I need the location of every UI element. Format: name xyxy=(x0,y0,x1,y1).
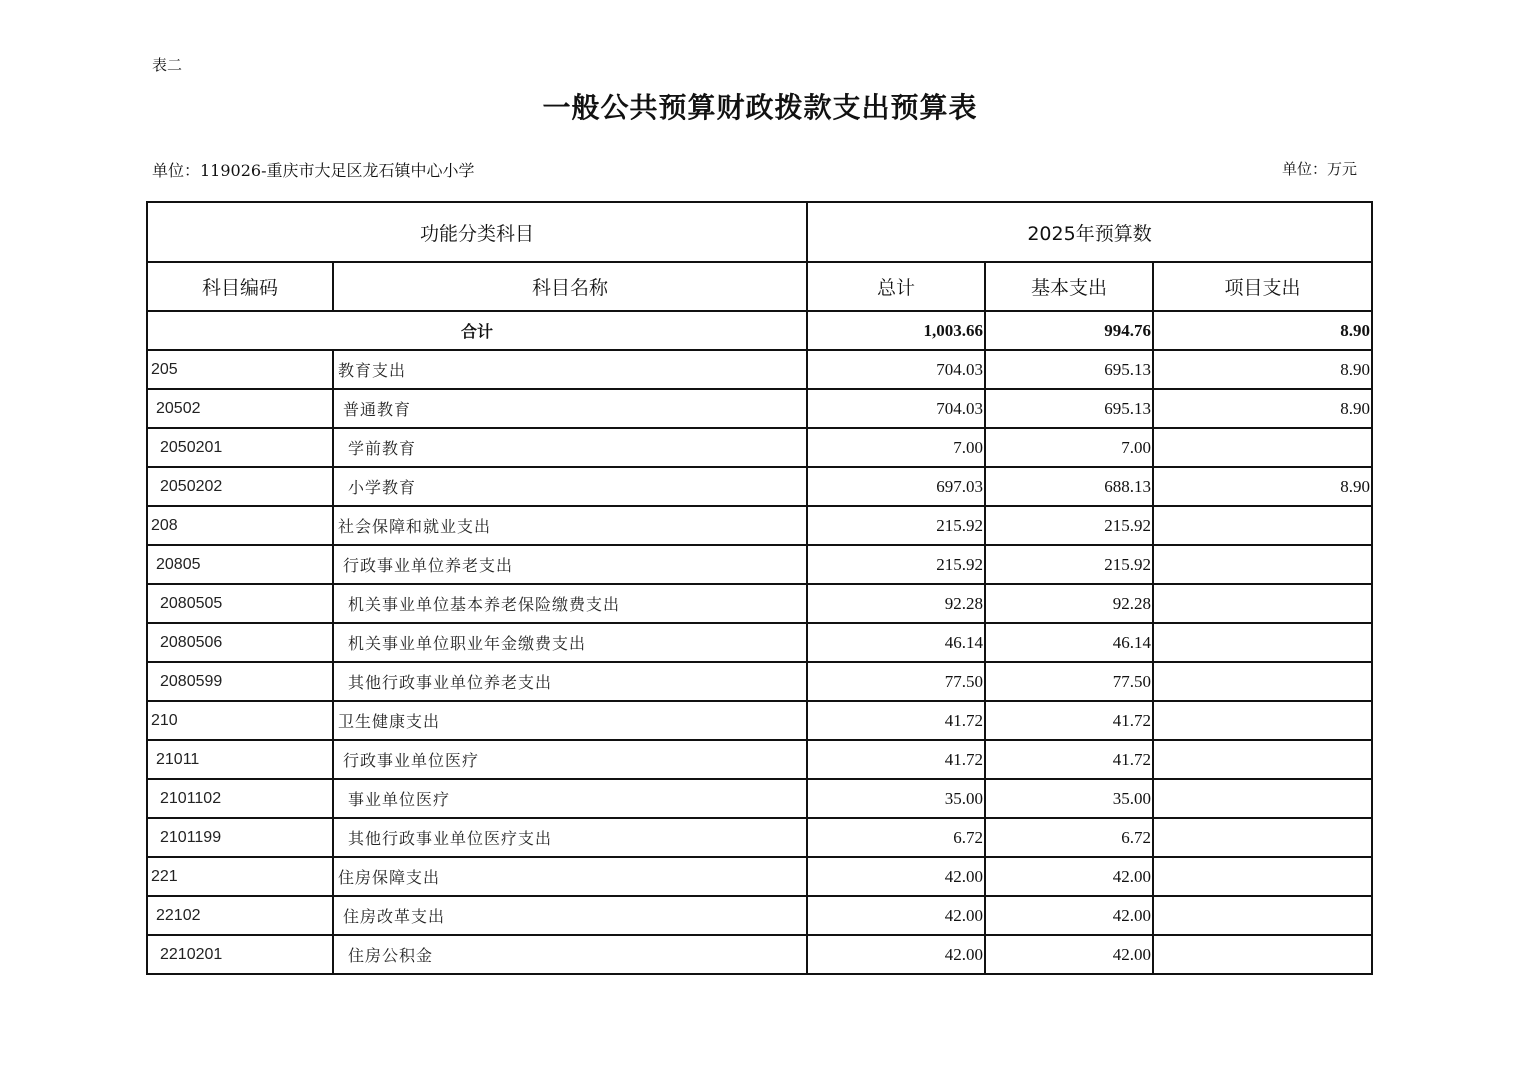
page-title: 一般公共预算财政拨款支出预算表 xyxy=(542,91,978,124)
row-code: 2210201 xyxy=(147,935,333,974)
table-row xyxy=(147,662,1372,701)
row-name: 其他行政事业单位医疗支出 xyxy=(333,818,807,857)
row-code: 2080506 xyxy=(147,623,333,662)
row-project xyxy=(1153,779,1372,818)
row-project xyxy=(1153,506,1372,545)
header-row-columns xyxy=(147,262,1372,311)
row-project xyxy=(1153,428,1372,467)
row-total: 704.03 xyxy=(807,350,985,389)
row-basic: 35.00 xyxy=(985,779,1153,818)
row-total: 6.72 xyxy=(807,818,985,857)
row-project xyxy=(1153,740,1372,779)
header-project: 项目支出 xyxy=(1153,262,1372,311)
row-code: 22102 xyxy=(147,896,333,935)
row-name: 机关事业单位基本养老保险缴费支出 xyxy=(333,584,807,623)
row-total: 215.92 xyxy=(807,506,985,545)
row-project xyxy=(1153,545,1372,584)
total-row xyxy=(147,311,1372,350)
row-name: 住房保障支出 xyxy=(333,857,807,896)
row-basic: 42.00 xyxy=(985,857,1153,896)
row-basic: 46.14 xyxy=(985,623,1153,662)
row-project xyxy=(1153,584,1372,623)
header-row-group xyxy=(147,202,1372,262)
row-total: 42.00 xyxy=(807,935,985,974)
row-project: 8.90 xyxy=(1153,389,1372,428)
total-label: 合计 xyxy=(147,311,807,350)
row-project xyxy=(1153,935,1372,974)
row-basic: 41.72 xyxy=(985,740,1153,779)
row-code: 21011 xyxy=(147,740,333,779)
table-row xyxy=(147,896,1372,935)
total-project: 8.90 xyxy=(1153,311,1372,350)
total-total: 1,003.66 xyxy=(807,311,985,350)
header-basic: 基本支出 xyxy=(985,262,1153,311)
row-total: 41.72 xyxy=(807,740,985,779)
row-total: 92.28 xyxy=(807,584,985,623)
organization-unit: 单位：119026-重庆市大足区龙石镇中心小学 xyxy=(152,161,475,180)
total-basic: 994.76 xyxy=(985,311,1153,350)
row-project: 8.90 xyxy=(1153,350,1372,389)
row-total: 42.00 xyxy=(807,857,985,896)
row-basic: 695.13 xyxy=(985,350,1153,389)
currency-unit: 单位：万元 xyxy=(1282,160,1358,178)
row-total: 704.03 xyxy=(807,389,985,428)
row-name: 住房公积金 xyxy=(333,935,807,974)
row-project xyxy=(1153,623,1372,662)
header-function-classification: 功能分类科目 xyxy=(147,202,807,262)
row-total: 7.00 xyxy=(807,428,985,467)
row-code: 20805 xyxy=(147,545,333,584)
row-code: 2101199 xyxy=(147,818,333,857)
row-project: 8.90 xyxy=(1153,467,1372,506)
row-project xyxy=(1153,701,1372,740)
table-row xyxy=(147,818,1372,857)
row-code: 210 xyxy=(147,701,333,740)
table-row xyxy=(147,740,1372,779)
table-row xyxy=(147,428,1372,467)
row-code: 2050201 xyxy=(147,428,333,467)
row-basic: 695.13 xyxy=(985,389,1153,428)
table-row xyxy=(147,623,1372,662)
row-code: 221 xyxy=(147,857,333,896)
row-total: 46.14 xyxy=(807,623,985,662)
row-total: 77.50 xyxy=(807,662,985,701)
row-basic: 215.92 xyxy=(985,506,1153,545)
row-name: 学前教育 xyxy=(333,428,807,467)
row-name: 其他行政事业单位养老支出 xyxy=(333,662,807,701)
row-code: 20502 xyxy=(147,389,333,428)
table-row xyxy=(147,779,1372,818)
row-project xyxy=(1153,818,1372,857)
row-basic: 215.92 xyxy=(985,545,1153,584)
row-name: 行政事业单位养老支出 xyxy=(333,545,807,584)
row-basic: 92.28 xyxy=(985,584,1153,623)
row-code: 205 xyxy=(147,350,333,389)
row-name: 住房改革支出 xyxy=(333,896,807,935)
row-name: 行政事业单位医疗 xyxy=(333,740,807,779)
header-code: 科目编码 xyxy=(147,262,333,311)
table-row xyxy=(147,545,1372,584)
row-basic: 42.00 xyxy=(985,935,1153,974)
header-name: 科目名称 xyxy=(333,262,807,311)
row-project xyxy=(1153,662,1372,701)
table-row xyxy=(147,584,1372,623)
row-code: 2080505 xyxy=(147,584,333,623)
row-basic: 77.50 xyxy=(985,662,1153,701)
row-name: 教育支出 xyxy=(333,350,807,389)
row-project xyxy=(1153,857,1372,896)
row-code: 208 xyxy=(147,506,333,545)
table-row xyxy=(147,350,1372,389)
row-name: 社会保障和就业支出 xyxy=(333,506,807,545)
row-total: 41.72 xyxy=(807,701,985,740)
table-row xyxy=(147,467,1372,506)
row-name: 普通教育 xyxy=(333,389,807,428)
row-name: 事业单位医疗 xyxy=(333,779,807,818)
row-total: 35.00 xyxy=(807,779,985,818)
row-code: 2050202 xyxy=(147,467,333,506)
table-row xyxy=(147,857,1372,896)
row-basic: 42.00 xyxy=(985,896,1153,935)
table-row xyxy=(147,701,1372,740)
row-basic: 41.72 xyxy=(985,701,1153,740)
row-name: 机关事业单位职业年金缴费支出 xyxy=(333,623,807,662)
row-code: 2080599 xyxy=(147,662,333,701)
row-basic: 7.00 xyxy=(985,428,1153,467)
table-row xyxy=(147,389,1372,428)
table-row xyxy=(147,506,1372,545)
row-name: 卫生健康支出 xyxy=(333,701,807,740)
table-row xyxy=(147,935,1372,974)
row-code: 2101102 xyxy=(147,779,333,818)
table-label: 表二 xyxy=(152,56,183,74)
row-total: 215.92 xyxy=(807,545,985,584)
header-budget-2025: 2025年预算数 xyxy=(807,202,1372,262)
row-total: 42.00 xyxy=(807,896,985,935)
row-basic: 688.13 xyxy=(985,467,1153,506)
row-basic: 6.72 xyxy=(985,818,1153,857)
row-name: 小学教育 xyxy=(333,467,807,506)
budget-table xyxy=(146,201,1373,975)
header-total: 总计 xyxy=(807,262,985,311)
row-total: 697.03 xyxy=(807,467,985,506)
row-project xyxy=(1153,896,1372,935)
